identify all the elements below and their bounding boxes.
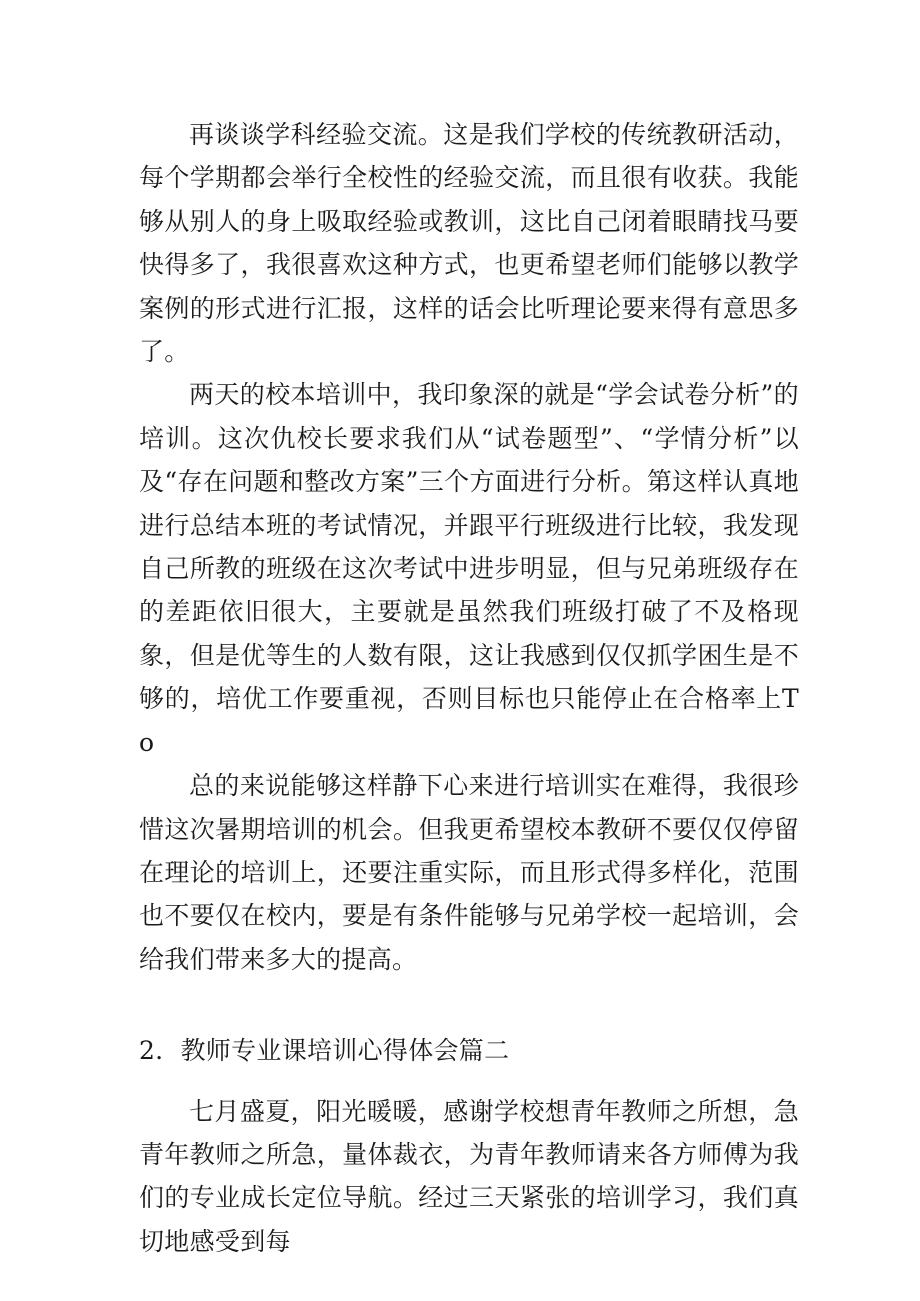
document-page — [139, 113, 799, 1263]
paragraph-summary: 总的来说能够这样静下心来进行培训实在难得，我很珍惜这次暑期培训的机会。但我更希望校本教研不要仅仅停留在理论的培训上，还要注重实际，而且形式得多样化，范围也不要仅在校内，要是有条件能够与兄弟学校一起培训，会给我们带来多大的提高。 — [139, 771, 799, 974]
section-heading: 2．教师专业课培训心得体会篇二 — [139, 1036, 510, 1066]
paragraph-july-training: 七月盛夏，阳光暖暖，感谢学校想青年教师之所想，急青年教师之所急，量体裁衣，为青年教师请来各方师傅为我们的专业成长定位导航。经过三天紧张的培训学习，我们真切地感受到每 — [139, 1096, 799, 1256]
paragraph-experience-exchange: 再谈谈学科经验交流。这是我们学校的传统教研活动，每个学期都会举行全校性的经验交流，而且很有收获。我能够从别人的身上吸取经验或教训，这比自己闭着眼睛找马要快得多了，我很喜欢这种方式，也更希望老师们能够以教学案例的形式进行汇报，这样的话会比听理论要来得有意思多了。 — [139, 120, 799, 367]
paragraph-exam-analysis: 两天的校本培训中，我印象深的就是“学会试卷分析”的培训。这次仇校长要求我们从“试卷题型”、“学情分析”以及“存在问题和整改方案”三个方面进行分析。第这样认真地进行总结本班的考试情况，并跟平行班级进行比较，我发现自己所教的班级在这次考试中进步明显，但与兄弟班级存在的差距依旧很大，主要就是虽然我们班级打破了不及格现象，但是优等生的人数有限，这让我感到仅仅抓学困生是不够的，培优工作要重视，否则目标也只能停止在合格率上To — [139, 380, 799, 757]
